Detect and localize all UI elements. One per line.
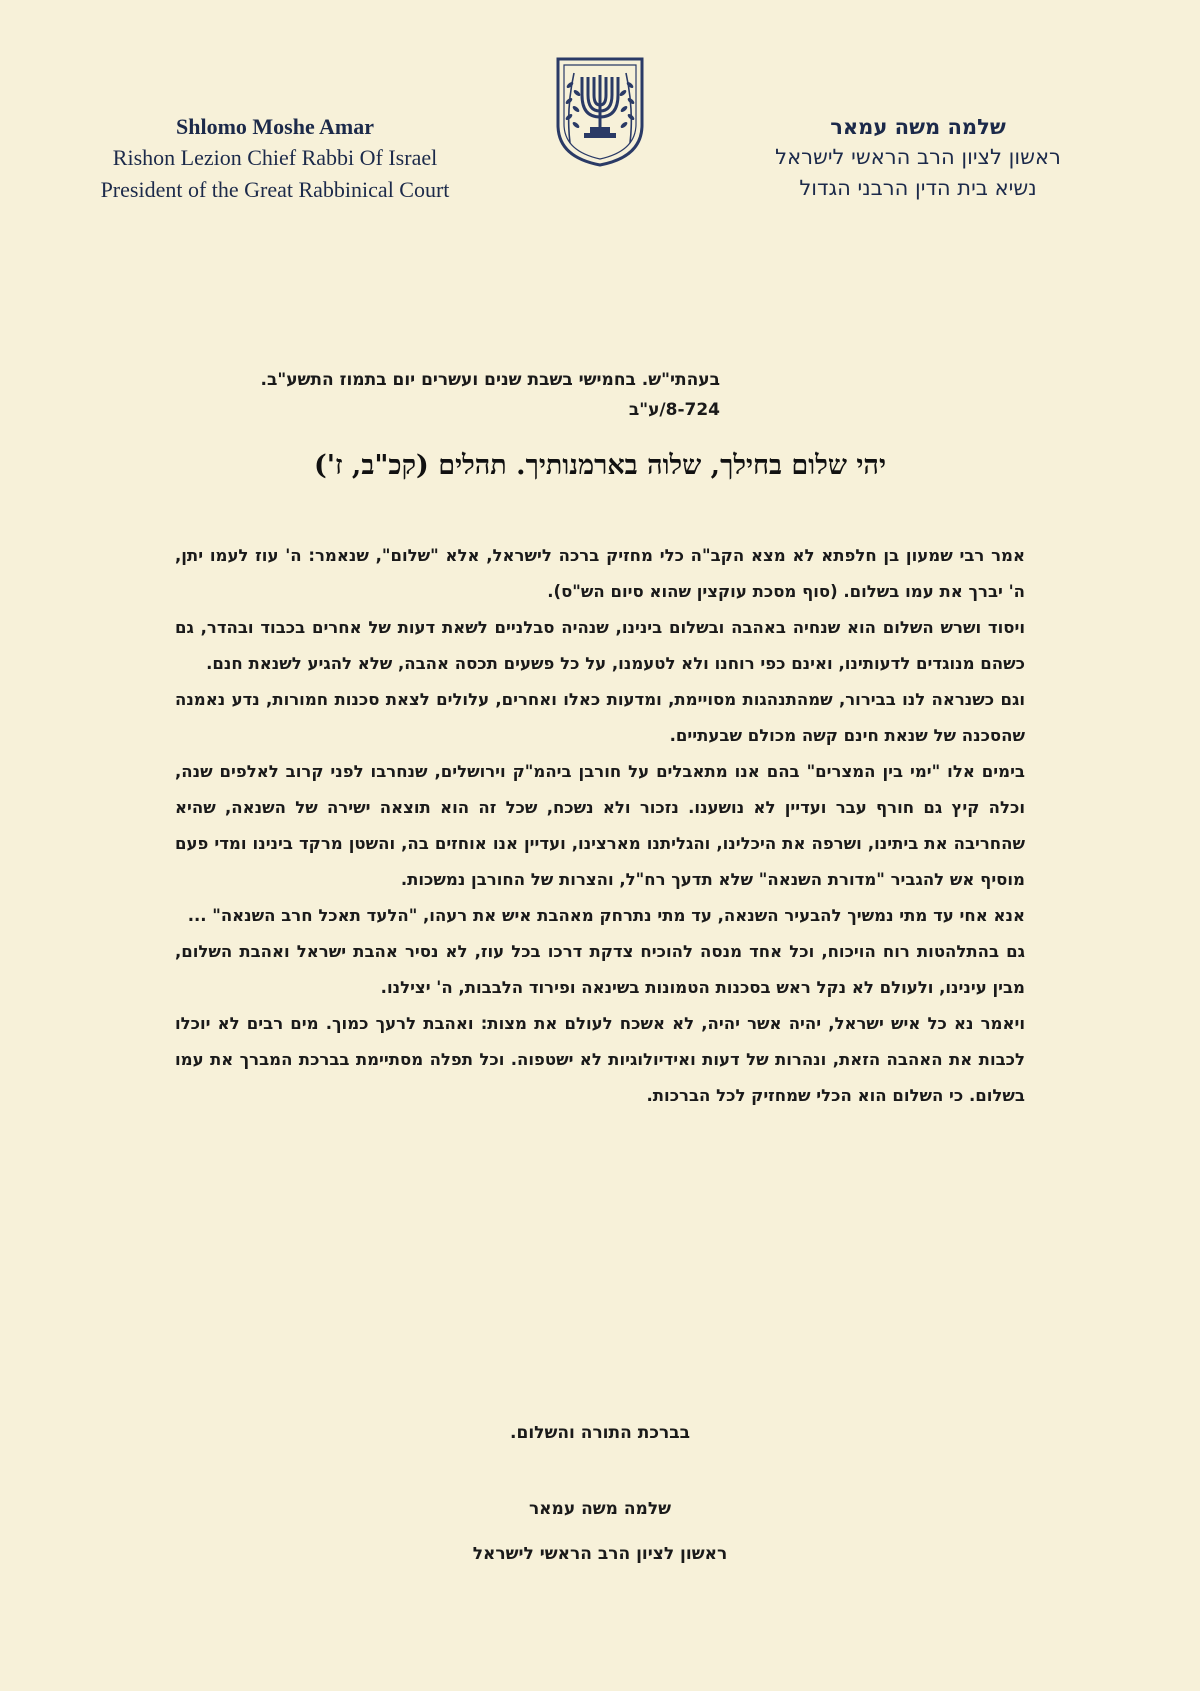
signature-block	[200, 1487, 1000, 1577]
letter-date: בעהתי"ש. בחמישי בשבת שנים ועשרים יום בתמוז התשע"ב.	[260, 370, 720, 390]
dateline	[261, 365, 720, 425]
reference-number: 8-724/ע"ב	[628, 400, 720, 420]
menorah-emblem-icon	[550, 55, 650, 167]
english-subtitle: President of the Great Rabbinical Court	[100, 177, 450, 202]
closing-blessing: בברכת התורה והשלום.	[510, 1423, 690, 1443]
hebrew-letterhead	[708, 112, 1128, 204]
paragraph: בימים אלו "ימי בין המצרים" בהם אנו מתאבלים על חורבן ביהמ"ק וירושלים, שנחרבו לפני קרוב לאלפים שנה, וכלה קיץ גם חורף עבר ועדיין לא נושענו. נזכור ולא נשכח, שכל זה הוא תוצאה ישירה של השנאה, שהיא שהחריבה את ביתינו, ושרפה את היכלינו, והגליתנו מארצינו, ועדיין אנו אוחזים בה, והשטן מרקד בינינו ומדי פעם מוסיף אש להגביר "מדורת השנאה" שלא תדעך רח"ל, והצרות של החורבן נמשכות.	[175, 762, 1025, 889]
hebrew-title: ראשון לציון הרב הראשי לישראל	[775, 145, 1061, 169]
english-letterhead	[60, 112, 490, 206]
signature-name: שלמה משה עמאר	[528, 1499, 672, 1519]
paragraph: ויסוד ושרש השלום הוא שנחיה באהבה ובשלום בינינו, שנהיה סבלניים לשאת דעות של אחרים בכבוד ובהדר, גם כשהם מנוגדים לדעותינו, ואינם כפי רוחנו ולא לטעמנו, על כל פשעים תכסה אהבה, שלא להגיע לשנאת חנם.	[175, 618, 1025, 673]
paragraph: אנא אחי עד מתי נמשיך להבעיר השנאה, עד מתי נתרחק מאהבת איש את רעהו, "הלעד תאכל חרב השנאה" ...	[187, 906, 1025, 925]
hebrew-subtitle: נשיא בית הדין הרבני הגדול	[799, 176, 1037, 200]
english-title: Rishon Lezion Chief Rabbi Of Israel	[112, 145, 438, 170]
paragraph: אמר רבי שמעון בן חלפתא לא מצא הקב"ה כלי מחזיק ברכה לישראל, אלא "שלום", שנאמר: ה' עוז לעמו יתן, ה' יברך את עמו בשלום. (סוף מסכת עוקצין שהוא סיום הש"ס).	[175, 546, 1025, 601]
letter-body	[175, 538, 1025, 1114]
paragraph: ויאמר נא כל איש ישראל, יהיה אשר יהיה, לא אשכח לעולם את מצות: ואהבת לרעך כמוך. מים רבים לא יוכלו לכבות את האהבה הזאת, ונהרות של דעות ואידיולוגיות לא ישטפוה. וכל תפלה מסתיימת בברכת המברך את עמו בשלום. כי השלום הוא הכלי שמחזיק לכל הברכות.	[175, 1014, 1025, 1105]
paragraph: גם בהתלהטות רוח הויכוח, וכל אחד מנסה להוכיח צדקת דרכו בכל עוז, לא נסיר אהבת ישראל ואהבת השלום, מבין עינינו, ולעולם לא נקל ראש בסכנות הטמונות בשינאה ופירוד הלבבות, ה' יצילנו.	[175, 942, 1025, 997]
headline-verse: יהי שלום בחילך, שלוה בארמנותיך. תהלים (קכ"ב, ז')	[313, 450, 887, 481]
hebrew-name: שלמה משה עמאר	[830, 115, 1006, 139]
signature-title: ראשון לציון הרב הראשי לישראל	[472, 1544, 728, 1564]
paragraph: וגם כשנראה לנו בבירור, שמהתנהגות מסויימת, ומדעות כאלו ואחרים, עלולים לצאת סכנות חמורות, נדע נאמנה שהסכנה של שנאת חינם קשה מכולם שבעתיים.	[175, 690, 1025, 745]
english-name: Shlomo Moshe Amar	[176, 114, 374, 139]
